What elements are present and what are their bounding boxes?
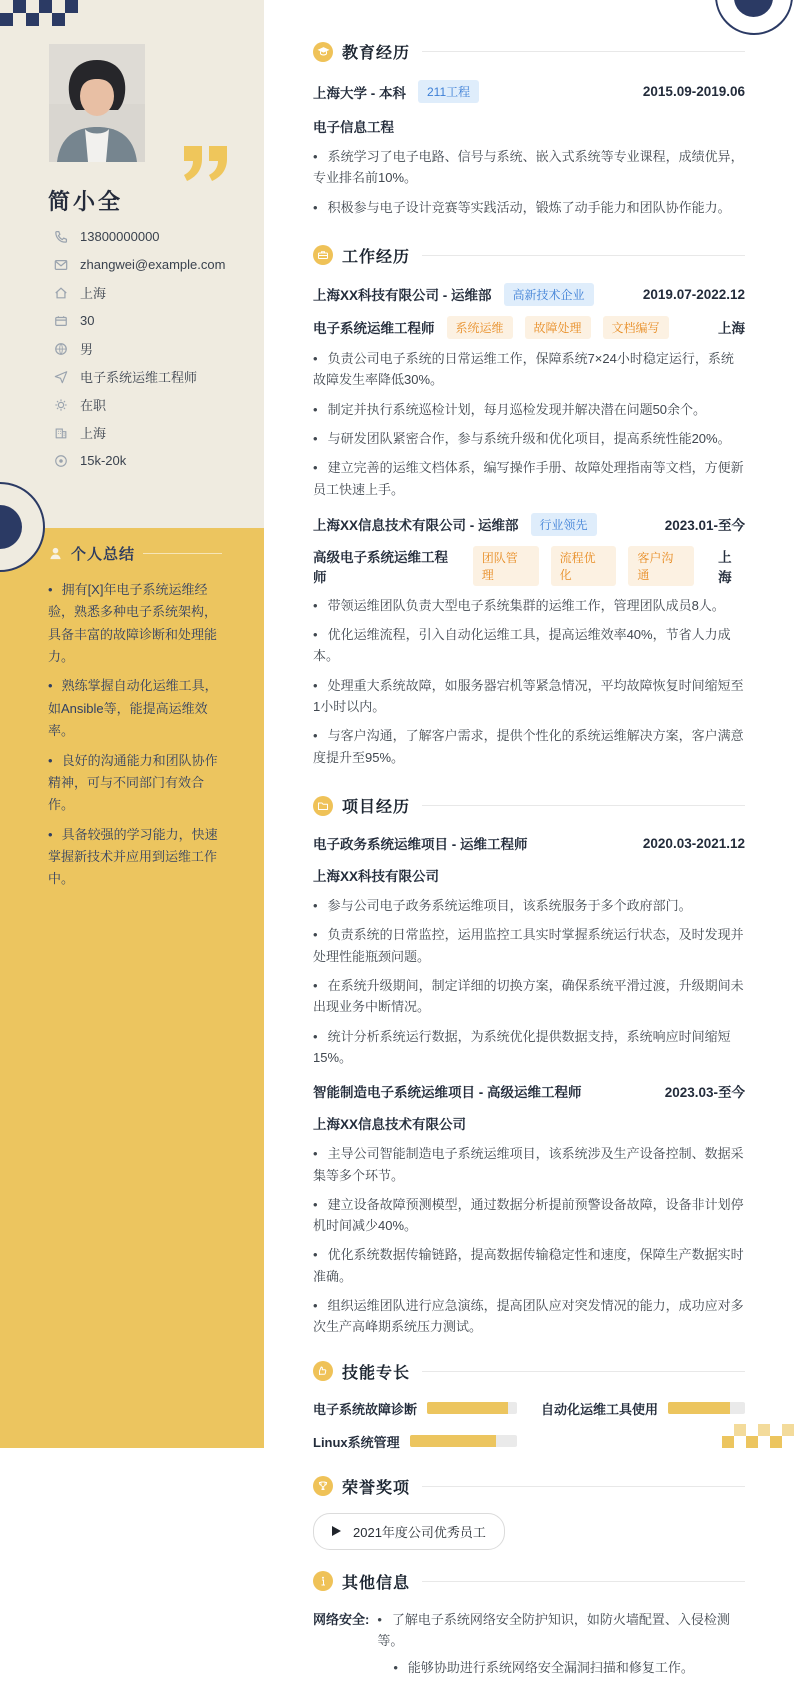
project-bullet: • 负责系统的日常监控，运用监控工具实时掌握系统运行状态，及时发现并处理性能瓶颈问题。 (313, 924, 745, 967)
contact-gender (54, 339, 225, 358)
school-name: 上海大学 - 本科 (313, 85, 406, 101)
contact-city-text: 上海 (80, 426, 107, 441)
checkerboard-decoration-top-left (0, 0, 78, 26)
home-icon (54, 286, 68, 300)
city-icon (54, 426, 68, 440)
skill-bar-track (427, 1402, 517, 1414)
profile-photo-image (49, 44, 145, 162)
skill-name: 电子系统故障诊断 (313, 1401, 418, 1417)
job-date: 2019.07-2022.12 (642, 286, 745, 302)
age-icon (54, 314, 68, 328)
contact-job-intention-text: 电子系统运维工程师 (80, 370, 198, 385)
job-location: 上海 (718, 321, 745, 337)
other-section-title: 其他信息 (342, 1574, 411, 1592)
contact-age (54, 311, 225, 330)
company-tag: 高新技术企业 (504, 283, 594, 306)
project-name: 电子政务系统运维项目 - 运维工程师 (313, 837, 528, 852)
role-tag: 客户沟通 (628, 546, 694, 586)
job-location: 上海 (718, 549, 732, 585)
personal-summary-section (48, 543, 222, 898)
job-role: 电子系统运维工程师 (313, 321, 435, 337)
contact-list (54, 227, 225, 470)
quote-icon (184, 146, 230, 187)
project-name: 智能制造电子系统运维项目 - 高级运维工程师 (313, 1085, 582, 1101)
summary-title-line (143, 553, 222, 554)
role-tag: 流程优化 (551, 546, 617, 586)
education-icon (313, 42, 333, 62)
summary-bullet: • 熟练掌握自动化运维工具，如Ansible等，能提高运维效率。 (48, 675, 222, 742)
project-bullet: • 统计分析系统运行数据，为系统优化提供数据支持，系统响应时间缩短15%。 (313, 1026, 745, 1069)
honors-section-title: 荣誉奖项 (342, 1479, 411, 1497)
skill-item (313, 1399, 517, 1418)
summary-bullet: • 良好的沟通能力和团队协作精神，可与不同部门有效合作。 (48, 750, 222, 817)
other-info-label: 网络安全: (313, 1611, 370, 1627)
job-bullet: • 与研发团队紧密合作，参与系统升级和优化项目，提高系统性能20%。 (313, 428, 745, 449)
contact-salary-text: 15k-20k (80, 453, 127, 468)
contact-email (54, 255, 225, 274)
job-bullet: • 负责公司电子系统的日常运维工作，保障系统7×24小时稳定运行，系统故障发生率降低30%。 (313, 348, 745, 391)
project-bullet: • 在系统升级期间，制定详细的切换方案，确保系统平滑过渡，升级期间未出现业务中断情况。 (313, 975, 745, 1018)
work-section-header (313, 244, 745, 267)
skill-name: 自动化运维工具使用 (541, 1401, 659, 1417)
contact-job-intention (54, 367, 225, 386)
thumbs-up-icon (313, 1361, 333, 1381)
contact-phone (54, 227, 225, 246)
other-info-row (313, 1609, 745, 1685)
contact-status-text: 在职 (80, 398, 107, 413)
other-info-bullets (377, 1609, 745, 1685)
skill-bar-fill (668, 1402, 730, 1414)
other-bullet: • 能够协助进行系统网络安全漏洞扫描和修复工作。 (393, 1657, 745, 1678)
work-section-title: 工作经历 (342, 248, 411, 266)
role-tag: 团队管理 (473, 546, 539, 586)
contact-gender-text: 男 (80, 342, 94, 357)
job-bullet: • 与客户沟通，了解客户需求，提供个性化的系统运维解决方案，客户满意度提升至95%。 (313, 725, 745, 768)
salary-icon (54, 454, 68, 468)
job-bullet: • 带领运维团队负责大型电子系统集群的运维工作，管理团队成员8人。 (313, 595, 745, 616)
education-section-header (313, 40, 745, 63)
project-title-row (313, 833, 745, 853)
company-tag: 行业领先 (531, 513, 597, 536)
play-icon (332, 1526, 341, 1536)
education-date: 2015.09-2019.06 (642, 84, 745, 99)
main-content (313, 0, 745, 1685)
skills-section-header (313, 1360, 745, 1383)
job-date: 2023.01-至今 (664, 518, 745, 534)
skill-bar-fill (427, 1402, 508, 1414)
skill-bar-fill (410, 1435, 496, 1447)
other-bullet: • 了解电子系统网络安全防护知识，如防火墙配置、入侵检测等。 (377, 1609, 745, 1652)
section-divider-line (422, 1371, 745, 1372)
job-role: 高级电子系统运维工程师 (313, 549, 448, 585)
candidate-name: 简小全 (48, 189, 124, 214)
briefcase-icon (313, 245, 333, 265)
phone-icon (54, 230, 68, 244)
folder-icon (313, 796, 333, 816)
project-bullet: • 组织运维团队进行应急演练，提高团队应对突发情况的能力，成功应对多次生产高峰期系统压力测试。 (313, 1295, 745, 1338)
info-icon (313, 1571, 333, 1591)
section-divider-line (422, 1581, 745, 1582)
contact-age-text: 30 (80, 313, 95, 328)
role-tag: 系统运维 (447, 316, 513, 339)
skill-bar-track (668, 1402, 745, 1414)
education-section-title: 教育经历 (342, 45, 411, 62)
company-name: 上海XX科技有限公司 - 运维部 (313, 288, 492, 304)
trophy-icon (313, 1476, 333, 1496)
project-bullet: • 优化系统数据传输链路，提高数据传输稳定性和速度，保障生产数据实时准确。 (313, 1244, 745, 1287)
personal-summary-title: 个人总结 (71, 546, 136, 563)
contact-status (54, 395, 225, 414)
job-bullet: • 处理重大系统故障，如服务器宕机等紧急情况，平均故障恢复时间缩短至1小时以内。 (313, 675, 745, 718)
section-divider-line (422, 255, 745, 256)
status-icon (54, 398, 68, 412)
contact-email-text: zhangwei@example.com (80, 257, 226, 272)
job-bullet: • 建立完善的运维文档体系，编写操作手册、故障处理指南等文档，方便新员工快速上手。 (313, 457, 745, 500)
skill-item (541, 1399, 745, 1418)
project-date: 2023.03-至今 (664, 1085, 745, 1101)
job-company-row (313, 283, 745, 306)
education-bullet: • 系统学习了电子电路、信号与系统、嵌入式系统等专业课程，成绩优异，专业排名前10%。 (313, 146, 745, 189)
project-bullet: • 参与公司电子政务系统运维项目，该系统服务于多个政府部门。 (313, 895, 745, 916)
project-title-row (313, 1081, 745, 1101)
contact-city (54, 423, 225, 442)
education-entry-row (313, 80, 745, 103)
section-divider-line (422, 51, 745, 52)
summary-bullet: • 拥有[X]年电子系统运维经验，熟悉多种电子系统架构，具备丰富的故障诊断和处理能力。 (48, 579, 222, 668)
project-date: 2020.03-2021.12 (642, 835, 745, 851)
skills-grid (313, 1399, 745, 1451)
profile-photo (49, 44, 145, 162)
person-icon (48, 546, 63, 561)
checkerboard-decoration-bottom-right (722, 1424, 794, 1448)
contact-phone-text: 13800000000 (80, 229, 160, 244)
contact-home (54, 283, 225, 302)
honor-item-label: 2021年度公司优秀员工 (353, 1524, 486, 1540)
job-bullet: • 优化运维流程，引入自动化运维工具，提高运维效率40%，节省人力成本。 (313, 624, 745, 667)
job-role-row (313, 546, 745, 586)
contact-salary (54, 451, 225, 470)
projects-section-title: 项目经历 (342, 799, 411, 816)
role-tag: 文档编写 (603, 316, 669, 339)
section-divider-line (422, 1486, 745, 1487)
contact-home-text: 上海 (80, 286, 107, 301)
personal-summary-header (48, 543, 222, 564)
gender-icon (54, 342, 68, 356)
skills-section-title: 技能专长 (342, 1364, 411, 1382)
honors-section-header (313, 1475, 745, 1498)
job-company-row (313, 513, 745, 536)
education-major: 电子信息工程 (313, 120, 394, 135)
summary-bullet: • 具备较强的学习能力，快速掌握新技术并应用到运维工作中。 (48, 824, 222, 891)
school-tag: 211工程 (418, 80, 479, 103)
role-tag: 故障处理 (525, 316, 591, 339)
email-icon (54, 258, 68, 272)
skill-name: Linux系统管理 (313, 1434, 400, 1450)
honor-item-button[interactable] (313, 1513, 505, 1550)
other-section-header (313, 1570, 745, 1593)
project-company: 上海XX科技有限公司 (313, 869, 440, 884)
company-name: 上海XX信息技术有限公司 - 运维部 (313, 518, 519, 534)
projects-section-header (313, 794, 745, 817)
skill-bar-track (410, 1435, 517, 1447)
job-role-row (313, 316, 745, 339)
project-bullet: • 建立设备故障预测模型，通过数据分析提前预警设备故障，设备非计划停机时间减少40%。 (313, 1194, 745, 1237)
education-bullet: • 积极参与电子设计竞赛等实践活动，锻炼了动手能力和团队协作能力。 (313, 197, 745, 218)
project-company: 上海XX信息技术有限公司 (313, 1117, 467, 1133)
section-divider-line (422, 805, 745, 806)
job-bullet: • 制定并执行系统巡检计划，每月巡检发现并解决潜在问题50余个。 (313, 399, 745, 420)
project-bullet: • 主导公司智能制造电子系统运维项目，该系统涉及生产设备控制、数据采集等多个环节。 (313, 1143, 745, 1186)
job-intention-icon (54, 370, 68, 384)
